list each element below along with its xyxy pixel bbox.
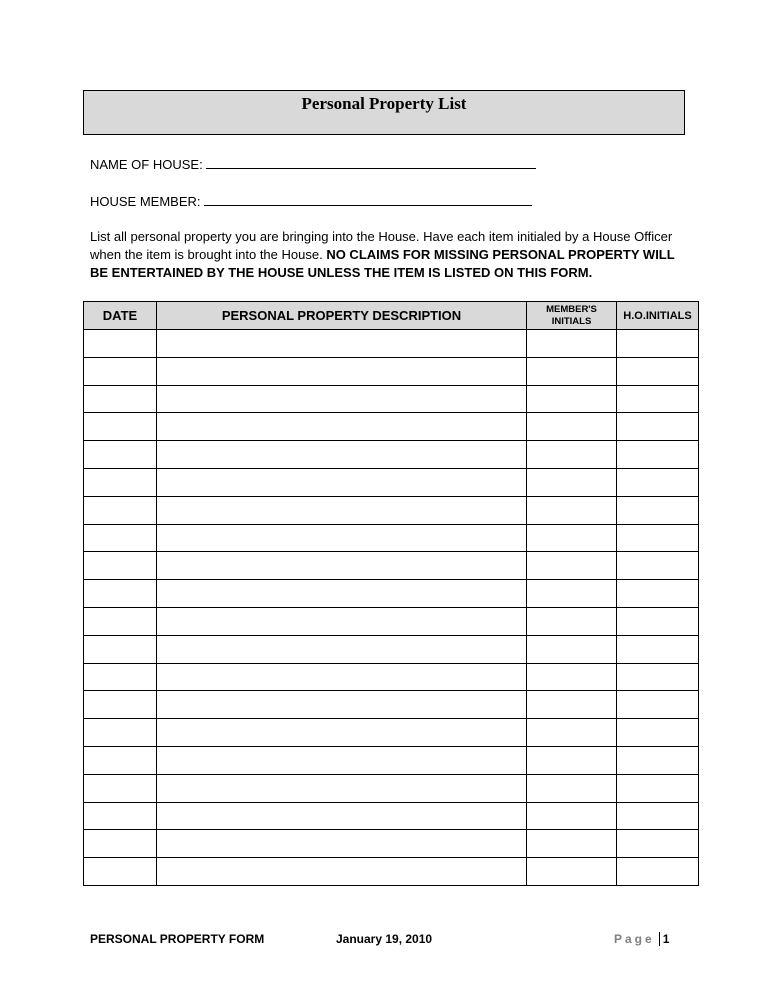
date-cell[interactable] xyxy=(84,468,157,496)
description-cell[interactable] xyxy=(157,330,527,358)
date-cell[interactable] xyxy=(84,330,157,358)
description-cell[interactable] xyxy=(157,691,527,719)
date-cell[interactable] xyxy=(84,524,157,552)
member-initials-cell[interactable] xyxy=(527,607,617,635)
description-cell[interactable] xyxy=(157,385,527,413)
page-label: Page xyxy=(614,932,655,946)
member-initials-cell[interactable] xyxy=(527,385,617,413)
member-initials-line1: MEMBER'S xyxy=(546,303,597,315)
table-row xyxy=(84,635,699,663)
ho-initials-cell[interactable] xyxy=(617,691,699,719)
description-cell[interactable] xyxy=(157,858,527,886)
date-cell[interactable] xyxy=(84,691,157,719)
table-row xyxy=(84,552,699,580)
ho-initials-cell[interactable] xyxy=(617,858,699,886)
table-header-row xyxy=(84,302,699,330)
ho-initials-cell[interactable] xyxy=(617,580,699,608)
member-initials-cell[interactable] xyxy=(527,468,617,496)
table-row xyxy=(84,580,699,608)
date-cell[interactable] xyxy=(84,357,157,385)
member-initials-cell[interactable] xyxy=(527,691,617,719)
table-row xyxy=(84,691,699,719)
date-cell[interactable] xyxy=(84,413,157,441)
description-cell[interactable] xyxy=(157,802,527,830)
description-cell[interactable] xyxy=(157,524,527,552)
table-row xyxy=(84,774,699,802)
date-cell[interactable] xyxy=(84,830,157,858)
description-cell[interactable] xyxy=(157,552,527,580)
member-initials-cell[interactable] xyxy=(527,774,617,802)
member-initials-cell[interactable] xyxy=(527,357,617,385)
house-member-label: HOUSE MEMBER: xyxy=(90,194,201,209)
footer-date: January 19, 2010 xyxy=(336,932,433,946)
member-initials-cell[interactable] xyxy=(527,496,617,524)
ho-initials-cell[interactable] xyxy=(617,802,699,830)
description-cell[interactable] xyxy=(157,830,527,858)
member-initials-cell[interactable] xyxy=(527,441,617,469)
footer-page xyxy=(614,932,669,946)
table-row xyxy=(84,385,699,413)
member-initials-cell[interactable] xyxy=(527,330,617,358)
member-initials-cell[interactable] xyxy=(527,719,617,747)
column-header-date: DATE xyxy=(84,302,157,330)
date-cell[interactable] xyxy=(84,496,157,524)
house-name-field xyxy=(90,156,536,172)
ho-initials-cell[interactable] xyxy=(617,830,699,858)
member-initials-line2: INITIALS xyxy=(551,315,592,327)
table-row xyxy=(84,413,699,441)
table-body xyxy=(84,330,699,886)
house-member-field xyxy=(90,193,532,209)
ho-initials-cell[interactable] xyxy=(617,330,699,358)
column-header-ho-initials: H.O.INITIALS xyxy=(617,302,699,330)
ho-initials-cell[interactable] xyxy=(617,663,699,691)
ho-initials-cell[interactable] xyxy=(617,552,699,580)
ho-initials-cell[interactable] xyxy=(617,607,699,635)
page-separator xyxy=(659,932,660,946)
description-cell[interactable] xyxy=(157,774,527,802)
member-initials-cell[interactable] xyxy=(527,524,617,552)
date-cell[interactable] xyxy=(84,580,157,608)
description-cell[interactable] xyxy=(157,413,527,441)
member-initials-cell[interactable] xyxy=(527,802,617,830)
ho-initials-cell[interactable] xyxy=(617,524,699,552)
table-row xyxy=(84,663,699,691)
instructions-text: List all personal property you are bringing into the House. Have each item initialed by a House Officer when the item is brought into the House. xyxy=(90,229,673,262)
ho-initials-cell[interactable] xyxy=(617,719,699,747)
ho-initials-cell[interactable] xyxy=(617,413,699,441)
ho-initials-cell[interactable] xyxy=(617,746,699,774)
description-cell[interactable] xyxy=(157,607,527,635)
table-row xyxy=(84,719,699,747)
ho-initials-cell[interactable] xyxy=(617,496,699,524)
ho-initials-cell[interactable] xyxy=(617,357,699,385)
ho-initials-cell[interactable] xyxy=(617,635,699,663)
page-title: Personal Property List xyxy=(301,94,467,113)
date-cell[interactable] xyxy=(84,663,157,691)
date-cell[interactable] xyxy=(84,858,157,886)
table-row xyxy=(84,607,699,635)
member-initials-cell[interactable] xyxy=(527,635,617,663)
table-row xyxy=(84,330,699,358)
house-member-input-line[interactable] xyxy=(204,193,532,206)
member-initials-cell[interactable] xyxy=(527,413,617,441)
member-initials-cell[interactable] xyxy=(527,552,617,580)
date-cell[interactable] xyxy=(84,441,157,469)
ho-initials-cell[interactable] xyxy=(617,441,699,469)
table-row xyxy=(84,858,699,886)
instructions-paragraph xyxy=(90,228,680,282)
column-header-description: PERSONAL PROPERTY DESCRIPTION xyxy=(157,302,527,330)
description-cell[interactable] xyxy=(157,580,527,608)
date-cell[interactable] xyxy=(84,552,157,580)
date-cell[interactable] xyxy=(84,385,157,413)
house-name-label: NAME OF HOUSE: xyxy=(90,157,203,172)
table-row xyxy=(84,524,699,552)
description-cell[interactable] xyxy=(157,496,527,524)
ho-initials-cell[interactable] xyxy=(617,468,699,496)
property-table xyxy=(83,301,699,886)
member-initials-cell[interactable] xyxy=(527,858,617,886)
date-cell[interactable] xyxy=(84,635,157,663)
member-initials-cell[interactable] xyxy=(527,830,617,858)
date-cell[interactable] xyxy=(84,607,157,635)
description-cell[interactable] xyxy=(157,719,527,747)
date-cell[interactable] xyxy=(84,774,157,802)
table-row xyxy=(84,496,699,524)
table-row xyxy=(84,441,699,469)
description-cell[interactable] xyxy=(157,635,527,663)
table-row xyxy=(84,802,699,830)
date-cell[interactable] xyxy=(84,802,157,830)
table-row xyxy=(84,746,699,774)
column-header-member-initials xyxy=(527,302,617,330)
page-number: 1 xyxy=(662,932,670,946)
table-row xyxy=(84,830,699,858)
ho-initials-cell[interactable] xyxy=(617,774,699,802)
date-cell[interactable] xyxy=(84,746,157,774)
description-cell[interactable] xyxy=(157,746,527,774)
member-initials-cell[interactable] xyxy=(527,580,617,608)
description-cell[interactable] xyxy=(157,468,527,496)
member-initials-cell[interactable] xyxy=(527,663,617,691)
table-row xyxy=(84,468,699,496)
house-name-input-line[interactable] xyxy=(206,156,536,169)
ho-initials-cell[interactable] xyxy=(617,385,699,413)
description-cell[interactable] xyxy=(157,357,527,385)
description-cell[interactable] xyxy=(157,663,527,691)
member-initials-cell[interactable] xyxy=(527,746,617,774)
instructions-warning: NO CLAIMS FOR MISSING PERSONAL PROPERTY WILL BE ENTERTAINED BY THE HOUSE UNLESS THE ITEM IS LISTED ON THIS FORM. xyxy=(90,247,675,280)
description-cell[interactable] xyxy=(157,441,527,469)
footer-form-name: PERSONAL PROPERTY FORM xyxy=(90,932,265,946)
title-box xyxy=(83,90,685,135)
table-row xyxy=(84,357,699,385)
date-cell[interactable] xyxy=(84,719,157,747)
